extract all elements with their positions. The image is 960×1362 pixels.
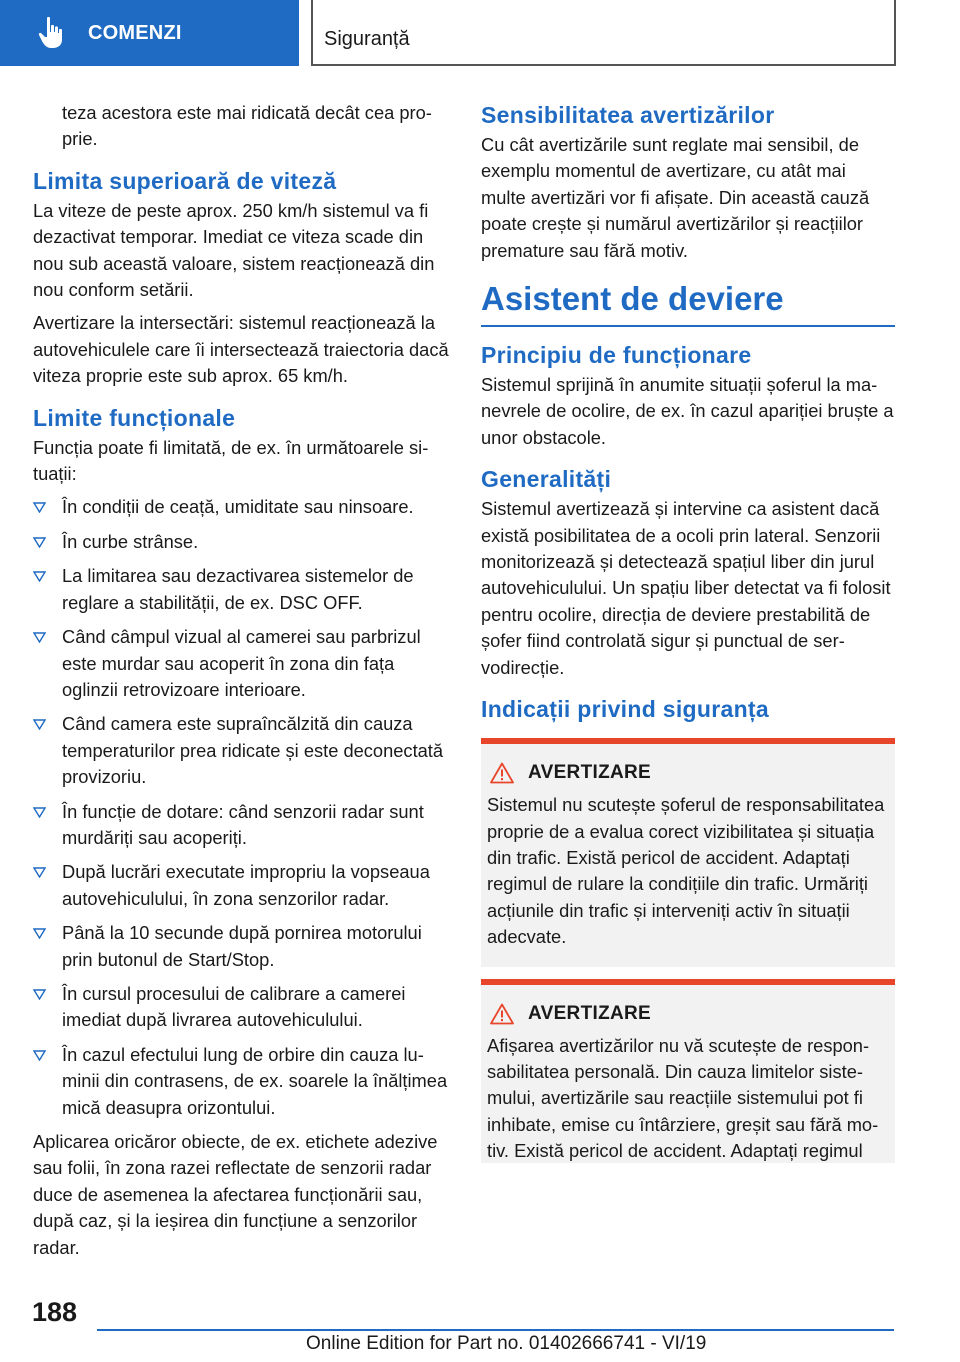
warning-text: Sistemul nu scutește șoferul de responsabilitatea proprie de a evalua corect vizibilitatea și situația din trafic. Există pericol de accident. Adaptați regimul de rulare la condițiile din trafic. Urmăriți acțiunile din trafic și interveniți activ în situații adecvate. — [487, 794, 885, 948]
triangle-bullet-icon — [33, 1050, 46, 1061]
page-number: 188 — [32, 1297, 78, 1327]
limits-list — [33, 494, 451, 1121]
intro-paragraph: teza acestora este mai ridicată decât cea proprie. — [62, 102, 432, 150]
warning-box — [481, 979, 895, 1163]
warning-box — [481, 738, 895, 966]
list-item: Când camera este supraîncălzită din cauza temperaturilor prea ridicate și este deconectată provizoriu. — [33, 711, 451, 790]
list-item: În cazul efectului lung de orbire din cauza luminii din contrasens, de ex. soarele la înălțimea mică deasupra orizontului. — [33, 1042, 451, 1121]
warning-title: AVERTIZARE — [528, 762, 651, 784]
header-bottom-border — [311, 64, 896, 66]
triangle-bullet-icon — [33, 867, 46, 878]
stickers-paragraph: Aplicarea oricăror obiecte, de ex. etichete adezive sau folii, în zona razei reflectate de senzorii radar duce de asemenea la afectarea funcționării sau, după caz, și la ieșirea din funcțiune a senzorilor radar. — [33, 1131, 438, 1258]
heading-principle: Principiu de funcționare — [481, 342, 752, 369]
warning-triangle-icon — [490, 762, 514, 784]
triangle-bullet-icon — [33, 571, 46, 582]
warning-text: Afișarea avertizărilor nu vă scutește de responsabilitatea personală. Din cauza limitelor sistemului, avertizările sau reacțiile sistemului pot fi inhibate, emise cu întârziere, greșit sau fără motiv. Există pericol de accident. Adaptați regimul — [487, 1034, 879, 1162]
warning-triangle-icon — [490, 1003, 514, 1025]
triangle-bullet-icon — [33, 632, 46, 643]
heading-evasion-assistant: Asistent de deviere — [481, 278, 895, 327]
heading-speed-limit: Limita superioară de viteză — [33, 167, 337, 194]
list-item: Până la 10 secunde după pornirea motorului prin butonul de Start/Stop. — [33, 920, 451, 973]
header-divider — [311, 0, 313, 66]
section-title: Siguranță — [324, 28, 410, 50]
header-right-border — [894, 0, 896, 66]
speed-paragraph-2: Avertizare la intersectări: sistemul reacționează la autovehiculele care îi intersectează traiectoria dacă viteza proprie este sub aprox. 65 km/h. — [33, 312, 449, 387]
general-paragraph: Sistemul avertizează și intervine ca asistent dacă există posibilitatea de a ocoli prin lateral. Senzorii monitorizează și detectează spațiul liber din jurul autovehiculului. Un spațiu liber detectat va fi folosit pentru ocolire, direcția de deviere prestabilită de șofer fiind controlată sigur și punctual de servodirecție. — [481, 498, 891, 678]
sensitivity-paragraph: Cu cât avertizările sunt reglate mai sensibil, de exemplu momentul de avertizare, cu atât mai multe avertizări vor fi afișate. Din această cauză poate crește și numărul avertizărilor și reacțiilor premature sau fără motiv. — [481, 134, 870, 261]
triangle-bullet-icon — [33, 989, 46, 1000]
hand-pointer-icon — [38, 16, 68, 50]
triangle-bullet-icon — [33, 719, 46, 730]
left-column — [33, 100, 451, 1268]
list-item: În funcție de dotare: când senzorii radar sunt murdăriți sau acoperiți. — [33, 799, 451, 852]
list-item: După lucrări executate impropriu la vopseaua autovehiculului, în zona senzorilor radar. — [33, 859, 451, 912]
list-item: În curbe strânse. — [33, 529, 451, 555]
speed-paragraph-1: La viteze de peste aprox. 250 km/h sistemul va fi dezactivat temporar. Imediat ce viteza scade din nou sub această valoare, sistem reacționează din nou conform setării. — [33, 199, 435, 301]
chapter-tab-label: COMENZI — [88, 21, 182, 44]
heading-general: Generalități — [481, 466, 612, 493]
heading-sensitivity: Sensibilitatea avertizărilor — [481, 102, 775, 128]
triangle-bullet-icon — [33, 537, 46, 548]
list-item: La limitarea sau dezactivarea sistemelor de reglare a stabilității, de ex. DSC OFF. — [33, 563, 451, 616]
triangle-bullet-icon — [33, 928, 46, 939]
heading-functional-limits: Limite funcționale — [33, 404, 236, 431]
list-item: Când câmpul vizual al camerei sau parbrizul este murdar sau acoperit în zona din fața oglinzii retrovizoare interioare. — [33, 624, 451, 703]
chapter-tab[interactable] — [0, 0, 299, 66]
principle-paragraph: Sistemul sprijină în anumite situații șoferul la manevrele de ocolire, de ex. în cazul apariției bruște a unor obstacole. — [481, 374, 894, 448]
heading-safety-notes: Indicații privind siguranța — [481, 696, 769, 723]
right-column — [481, 100, 895, 1163]
edition-text: Online Edition for Part no. 01402666741 - VI/19 — [306, 1333, 707, 1354]
limits-paragraph: Funcția poate fi limitată, de ex. în următoarele situații: — [33, 436, 429, 485]
triangle-bullet-icon — [33, 502, 46, 513]
triangle-bullet-icon — [33, 807, 46, 818]
list-item: În condiții de ceață, umiditate sau ninsoare. — [33, 494, 451, 520]
list-item: În cursul procesului de calibrare a camerei imediat după livrarea autovehiculului. — [33, 981, 451, 1034]
footer-rule — [97, 1329, 894, 1331]
warning-title: AVERTIZARE — [528, 1002, 651, 1024]
